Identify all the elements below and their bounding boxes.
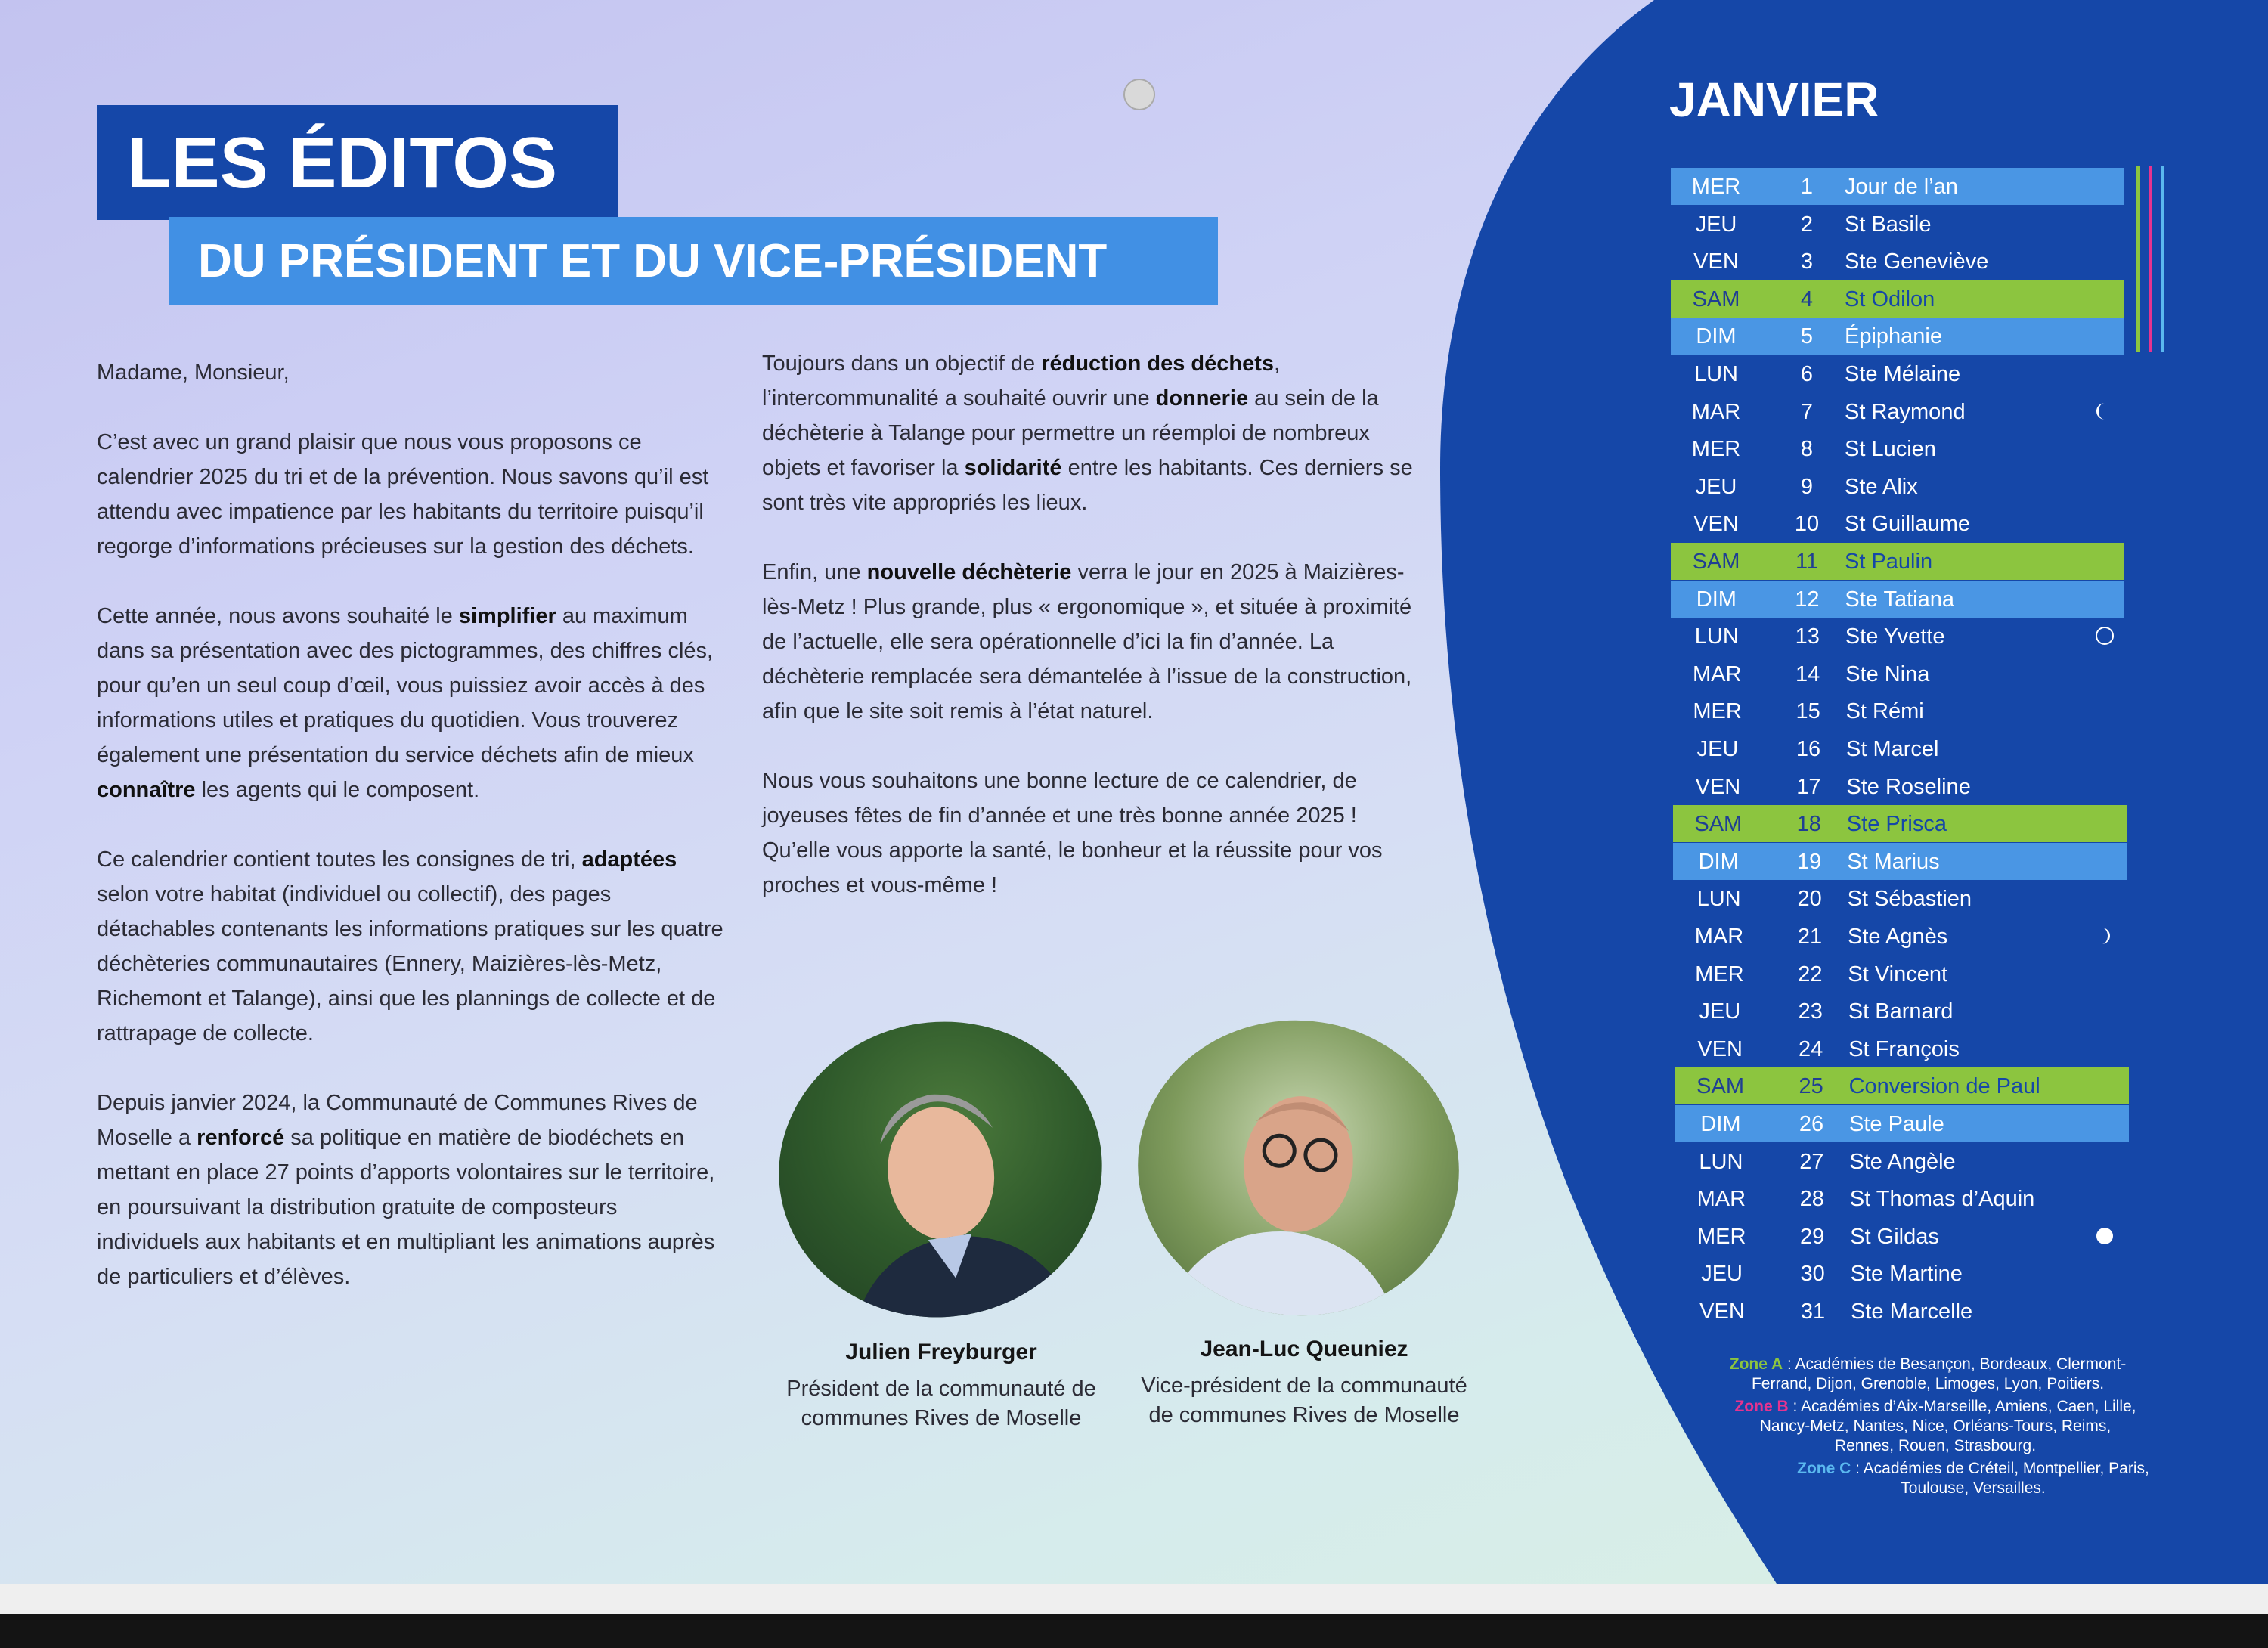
day-number: 10 bbox=[1794, 512, 1820, 537]
saint-name: Ste Prisca bbox=[1846, 812, 1947, 837]
day-number: 22 bbox=[1798, 962, 1823, 987]
zone-c-bar bbox=[2161, 166, 2164, 352]
calendar-day-row bbox=[1677, 1293, 2130, 1330]
zone-b-text: : Académies d’Aix-Marseille, Amiens, Caen, Lille, Nancy-Metz, Nantes, Nice, Orléans-Tours, Reims, Rennes, Rouen, Strasbourg. bbox=[1759, 1398, 2136, 1454]
new-moon-filled-icon bbox=[2094, 1225, 2115, 1250]
zone-a-text: : Académies de Besançon, Bordeaux, Clermont-Ferrand, Dijon, Grenoble, Limoges, Lyon, Poitiers. bbox=[1751, 1355, 2127, 1392]
first-quarter-moon-icon bbox=[2094, 401, 2115, 426]
saint-name: St Lucien bbox=[1845, 437, 1936, 462]
day-number: 2 bbox=[1800, 212, 1814, 237]
calendar-day-row bbox=[1672, 692, 2126, 730]
calendar-day-row bbox=[1675, 1105, 2129, 1142]
calendar-day-row bbox=[1673, 843, 2127, 880]
paragraph: C’est avec un grand plaisir que nous vous proposons ce calendrier 2025 du tri et de la prévention. Nous savons qu’il est attendu avec impatience par les habitants du territoire puisqu’il regorge d’informations précieuses sur la gestion des déchets. bbox=[97, 430, 709, 559]
calendar-day-row bbox=[1671, 243, 2124, 280]
calendar-day-row bbox=[1672, 768, 2126, 805]
weekday: MAR bbox=[1696, 1187, 1746, 1212]
paragraph: Nous vous souhaitons une bonne lecture de ce calendrier, de joyeuses fêtes de fin d’année et une très bonne année 2025 ! Qu’elle vous apporte la santé, le bonheur et la réussite pour vos proches et vous-même ! bbox=[762, 769, 1383, 897]
president-role: Président de la communauté de communes Rives de Moselle bbox=[786, 1377, 1096, 1430]
calendar-day-row bbox=[1672, 655, 2125, 692]
full-moon-outline-icon bbox=[2094, 625, 2115, 650]
zone-c-text: : Académies de Créteil, Montpellier, Paris, Toulouse, Versailles. bbox=[1851, 1460, 2149, 1497]
saint-name: Jour de l’an bbox=[1845, 175, 1958, 199]
zone-b-label: Zone B bbox=[1734, 1398, 1789, 1415]
saint-name: Ste Roseline bbox=[1846, 774, 1971, 799]
weekday: SAM bbox=[1696, 1074, 1745, 1099]
weekday: LUN bbox=[1699, 1149, 1743, 1174]
weekday: MER bbox=[1696, 1224, 1746, 1249]
day-number: 21 bbox=[1797, 925, 1823, 949]
saint-name: St Gildas bbox=[1850, 1224, 1939, 1249]
president-name: Julien Freyburger bbox=[845, 1340, 1037, 1365]
saint-name: St Barnard bbox=[1848, 999, 1954, 1024]
saint-name: St Basile bbox=[1845, 212, 1932, 237]
calendar-day-row bbox=[1673, 805, 2127, 842]
saint-name: St Marius bbox=[1847, 849, 1940, 874]
editorial-right-column bbox=[762, 346, 1427, 937]
saint-name: St Marcel bbox=[1846, 737, 1939, 761]
day-number: 8 bbox=[1800, 437, 1814, 462]
weekday: LUN bbox=[1696, 887, 1741, 912]
saint-name: Ste Geneviève bbox=[1845, 249, 1989, 274]
paragraph: Ce calendrier contient toutes les consignes de tri, adaptées selon votre habitat (individuel ou collectif), des pages détachables contenants les informations pratiques sur les quatre déchèteries communautaires (Ennery, Maizières-lès-Metz, Richemont et Talange), ainsi que les plannings de collecte et de rattrapage de collecte. bbox=[97, 847, 723, 1045]
saint-name: Ste Angèle bbox=[1849, 1149, 1956, 1174]
saint-name: Ste Marcelle bbox=[1851, 1300, 1973, 1324]
zone-a-legend bbox=[1701, 1355, 2155, 1394]
saint-name: Ste Yvette bbox=[1845, 624, 1945, 649]
saint-name: St Paulin bbox=[1845, 550, 1933, 574]
weekday: SAM bbox=[1694, 812, 1743, 837]
calendar-day-row bbox=[1676, 1180, 2130, 1217]
saint-name: Ste Tatiana bbox=[1845, 587, 1954, 612]
weekday: DIM bbox=[1696, 324, 1737, 349]
day-number: 17 bbox=[1796, 774, 1821, 799]
saint-name: Ste Alix bbox=[1845, 474, 1918, 499]
calendar-day-row bbox=[1675, 1030, 2128, 1067]
weekday: MAR bbox=[1692, 661, 1742, 686]
weekday: VEN bbox=[1693, 512, 1739, 537]
paragraph: Enfin, une nouvelle déchèterie verra le jour en 2025 à Maizières-lès-Metz ! Plus grande, plus « ergonomique », et située à proximité de l’actuelle, elle sera opérationnelle d’ici la fin d’année. La déchèterie remplacée sera démantelée à l’issue de la construction, afin que le site soit remis à l’état naturel. bbox=[762, 560, 1412, 723]
binding-hole bbox=[1123, 79, 1155, 110]
day-number: 12 bbox=[1795, 587, 1820, 612]
paragraph: Madame, Monsieur, bbox=[97, 361, 290, 385]
calendar-day-row bbox=[1671, 355, 2124, 392]
calendar-day-row bbox=[1675, 993, 2128, 1030]
saint-name: Épiphanie bbox=[1845, 324, 1942, 349]
day-number: 20 bbox=[1797, 887, 1822, 912]
zone-a-label: Zone A bbox=[1729, 1355, 1783, 1373]
saint-name: St Thomas d’Aquin bbox=[1849, 1187, 2035, 1212]
day-number: 14 bbox=[1796, 661, 1820, 686]
saint-name: Conversion de Paul bbox=[1848, 1074, 2040, 1099]
zone-c-label: Zone C bbox=[1797, 1460, 1851, 1477]
zone-b-legend bbox=[1731, 1397, 2139, 1456]
day-number: 15 bbox=[1796, 699, 1820, 724]
saint-name: St Sébastien bbox=[1847, 887, 1972, 912]
saint-name: Ste Paule bbox=[1849, 1112, 1944, 1136]
day-number: 27 bbox=[1799, 1149, 1824, 1174]
calendar-day-row bbox=[1671, 468, 2124, 505]
weekday: VEN bbox=[1697, 1036, 1743, 1061]
day-number: 13 bbox=[1795, 624, 1820, 649]
page-subtitle: DU PRÉSIDENT ET DU VICE-PRÉSIDENT bbox=[198, 235, 1108, 287]
zone-a-bar bbox=[2136, 166, 2140, 352]
calendar-day-row bbox=[1674, 880, 2127, 917]
weekday: MER bbox=[1695, 962, 1744, 987]
paragraph: Toujours dans un objectif de réduction des déchets, l’intercommunalité a souhaité ouvrir une donnerie au sein de la déchèterie à Talange pour permettre un réemploi de nombreux objets et favoriser la solidarité entre les habitants. Ces derniers se sont très vite appropriés les lieux. bbox=[762, 352, 1413, 515]
paragraph: Depuis janvier 2024, la Communauté de Communes Rives de Moselle a renforcé sa politique en matière de biodéchets en mettant en place 27 points d’apports volontaires sur le territoire, en poursuivant la distribution gratuite de composteurs individuels aux habitants et en multipliant les animations auprès de particuliers et d’élèves. bbox=[97, 1091, 715, 1289]
weekday: DIM bbox=[1698, 849, 1739, 874]
weekday: VEN bbox=[1695, 774, 1741, 799]
day-number: 26 bbox=[1799, 1112, 1824, 1136]
last-quarter-moon-icon bbox=[2094, 925, 2115, 950]
saint-name: Ste Agnès bbox=[1848, 925, 1948, 949]
day-number: 24 bbox=[1799, 1036, 1823, 1061]
calendar-day-row bbox=[1676, 1218, 2130, 1255]
day-number: 25 bbox=[1799, 1074, 1823, 1099]
saint-name: St Vincent bbox=[1848, 962, 1948, 987]
weekday: LUN bbox=[1694, 624, 1739, 649]
day-number: 19 bbox=[1797, 849, 1822, 874]
weekday: SAM bbox=[1692, 287, 1740, 311]
zone-c-legend bbox=[1769, 1459, 2177, 1498]
saint-name: St Rémi bbox=[1845, 699, 1924, 724]
saint-name: Ste Mélaine bbox=[1845, 362, 1961, 386]
day-number: 30 bbox=[1800, 1262, 1825, 1287]
day-number: 6 bbox=[1800, 362, 1814, 386]
weekday: DIM bbox=[1696, 587, 1737, 612]
day-number: 29 bbox=[1800, 1224, 1825, 1249]
calendar-day-row bbox=[1671, 318, 2124, 355]
calendar-day-row bbox=[1671, 505, 2124, 542]
weekday: JEU bbox=[1699, 999, 1741, 1024]
day-number: 9 bbox=[1800, 474, 1814, 499]
weekday: DIM bbox=[1700, 1112, 1741, 1136]
zone-b-bar bbox=[2149, 166, 2152, 352]
weekday: JEU bbox=[1701, 1262, 1743, 1287]
calendar-day-row bbox=[1672, 618, 2125, 655]
paragraph: Cette année, nous avons souhaité le simplifier au maximum dans sa présentation avec des pictogrammes, des chiffres clés, pour qu’en un seul coup d’œil, vous puissiez avoir accès à des informations utiles et pratiques du quotidien. Vous trouverez également une présentation du service déchets afin de mieux connaître les agents qui le composent. bbox=[97, 604, 714, 802]
weekday: MAR bbox=[1691, 399, 1741, 424]
calendar-day-row bbox=[1671, 280, 2124, 318]
editorial-left-column bbox=[97, 355, 724, 1329]
page-title: LES ÉDITOS bbox=[127, 122, 558, 203]
weekday: MER bbox=[1691, 437, 1741, 462]
calendar-day-row bbox=[1674, 918, 2127, 955]
day-number: 11 bbox=[1795, 550, 1819, 574]
weekday: MAR bbox=[1694, 925, 1744, 949]
calendar-day-row bbox=[1671, 581, 2124, 618]
day-number: 4 bbox=[1800, 287, 1814, 311]
day-number: 1 bbox=[1800, 175, 1814, 199]
day-number: 7 bbox=[1800, 399, 1814, 424]
day-number: 28 bbox=[1799, 1187, 1824, 1212]
weekday: VEN bbox=[1693, 249, 1739, 274]
month-title: JANVIER bbox=[1669, 73, 1879, 127]
weekday: JEU bbox=[1695, 474, 1737, 499]
calendar-day-row bbox=[1672, 730, 2126, 767]
calendar-day-row bbox=[1671, 393, 2124, 430]
weekday: MER bbox=[1693, 699, 1742, 724]
saint-name: St Raymond bbox=[1845, 399, 1966, 424]
weekday: LUN bbox=[1693, 362, 1738, 386]
day-number: 23 bbox=[1798, 999, 1823, 1024]
saint-name: St Guillaume bbox=[1845, 512, 1971, 537]
calendar-day-row bbox=[1671, 430, 2124, 467]
weekday: VEN bbox=[1699, 1300, 1745, 1324]
weekday: JEU bbox=[1695, 212, 1737, 237]
weekday: SAM bbox=[1692, 550, 1740, 574]
saint-name: St François bbox=[1848, 1036, 1960, 1061]
saint-name: St Odilon bbox=[1845, 287, 1935, 311]
day-number: 16 bbox=[1796, 737, 1821, 761]
calendar-day-row bbox=[1674, 956, 2127, 993]
day-number: 18 bbox=[1796, 812, 1821, 837]
calendar-day-row bbox=[1675, 1067, 2129, 1104]
calendar-day-row bbox=[1677, 1255, 2130, 1292]
calendar-day-row bbox=[1671, 168, 2124, 205]
weekday: JEU bbox=[1696, 737, 1739, 761]
page-bottom-edge bbox=[0, 1584, 2268, 1614]
day-number: 5 bbox=[1800, 324, 1814, 349]
vice-president-name: Jean-Luc Queuniez bbox=[1200, 1337, 1408, 1361]
day-number: 31 bbox=[1800, 1300, 1826, 1324]
day-number: 3 bbox=[1800, 249, 1814, 274]
saint-name: Ste Nina bbox=[1845, 661, 1930, 686]
calendar-day-row bbox=[1671, 206, 2124, 243]
calendar-day-row bbox=[1671, 543, 2124, 580]
calendar-day-row bbox=[1675, 1143, 2129, 1180]
vice-president-role: Vice-président de la communauté de communes Rives de Moselle bbox=[1141, 1374, 1467, 1427]
weekday: MER bbox=[1691, 175, 1741, 199]
saint-name: Ste Martine bbox=[1850, 1262, 1963, 1287]
